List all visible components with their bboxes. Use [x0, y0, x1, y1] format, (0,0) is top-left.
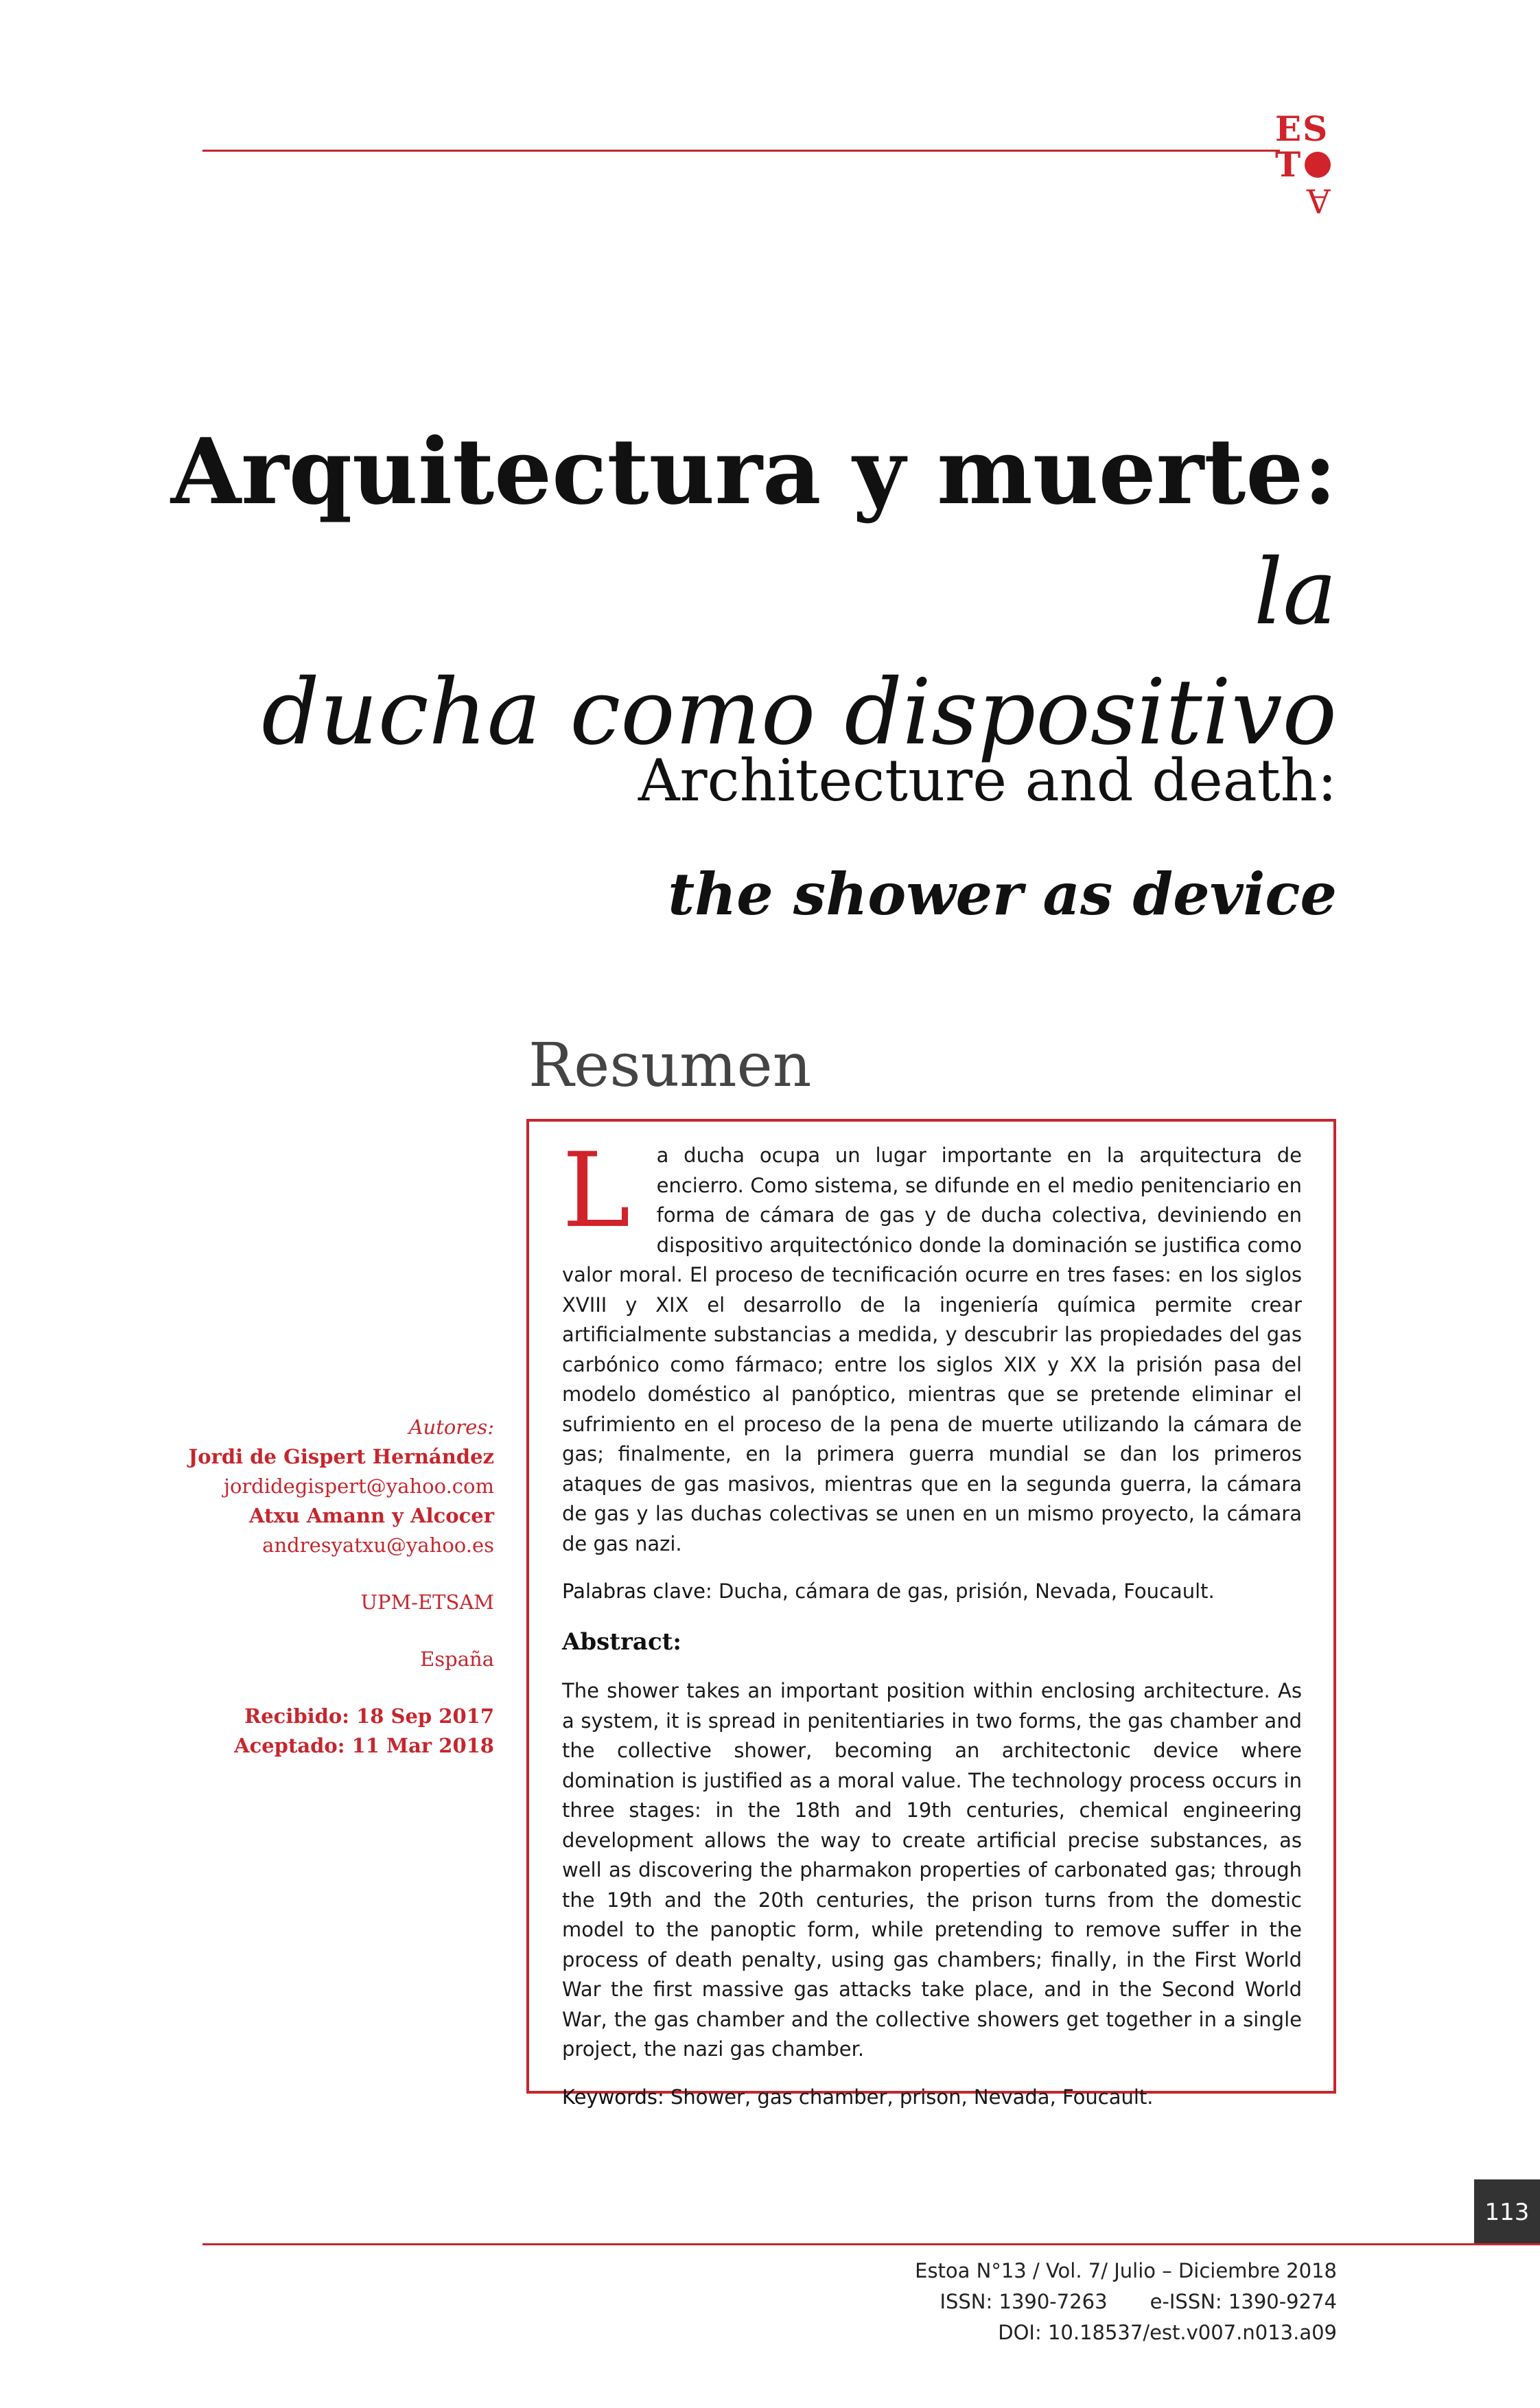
article-subtitle	[307, 724, 1337, 951]
abstract-heading: Abstract:	[562, 1628, 681, 1656]
subtitle-line-2: the shower as device	[668, 860, 1337, 928]
institution: UPM-ETSAM	[360, 1590, 494, 1614]
palabras-clave	[562, 1577, 1302, 1607]
page-number: 113	[1474, 2179, 1540, 2245]
journal-logo	[1275, 108, 1337, 220]
keywords-text: Shower, gas chamber, prison, Nevada, Foucault.	[670, 2085, 1154, 2109]
logo-line-3	[1275, 183, 1337, 218]
resumen-paragraph	[562, 1131, 1302, 1559]
palabras-clave-label: Palabras clave:	[562, 1579, 712, 1603]
accepted-date: Aceptado: 11 Mar 2018	[234, 1734, 494, 1757]
abstract-text: The shower takes an important position within enclosing architecture. As a system, it is spread in penitentiaries in two forms, the gas chamber and the collective shower, becoming an architectonic device where domination is justified as a moral value. The technology process occurs in three stages: in the 18th and 19th centuries, chemical engineering development allows the way to create artificial precise substances, as well as discovering the pharmakon properties of carbonated gas; through the 19th and the 20th centuries, the prison turns from the domestic model to the panoptic form, while pretending to remove suffer in the process of death penalty, using gas chambers; finally, in the First World War the first massive gas attacks take place, and in the Second World War, the gas chamber and the collective showers get together in a single project, the nazi gas chamber.	[562, 1679, 1302, 2061]
drop-cap: L	[562, 1131, 631, 1251]
author-1-name: Jordi de Gispert Hernández	[188, 1445, 494, 1468]
spacer	[165, 1617, 494, 1645]
author-2-name: Atxu Amann y Alcocer	[249, 1504, 494, 1527]
logo-dot-icon	[1305, 152, 1331, 178]
footer-journal: Estoa N°13 / Vol. 7/ Julio – Diciembre 2018	[915, 2259, 1337, 2282]
abstract-box	[526, 1119, 1336, 2109]
spacer	[165, 1674, 494, 1702]
logo-line-1: ES	[1275, 108, 1329, 149]
title-italic-part-1: la	[1254, 540, 1337, 645]
keywords-label: Keywords:	[562, 2085, 664, 2109]
keywords	[562, 2083, 1302, 2113]
author-1-email[interactable]: jordidegispert@yahoo.com	[223, 1474, 494, 1498]
footer-eissn: e-ISSN: 1390-9274	[1150, 2290, 1337, 2313]
country: España	[420, 1647, 494, 1671]
top-rule	[202, 150, 1280, 152]
logo-caret: A	[1305, 181, 1331, 220]
footer	[513, 2256, 1337, 2348]
footer-issn: ISSN: 1390-7263	[940, 2290, 1108, 2313]
spacer	[165, 1560, 494, 1588]
title-italic-part-2: ducha como dispositivo	[261, 660, 1337, 765]
bottom-rule	[202, 2243, 1540, 2245]
resumen-text: a ducha ocupa un lugar importante en la arquitectura de encierro. Como sistema, se difunde en el medio penitenciario en forma de cámara de gas y de ducha colectiva, deviniendo en dispositivo arquitectónico donde la dominación se justifica como valor moral. El proceso de tecnificación ocurre en tres fases: en los siglos XVIII y XIX el desarrollo de la ingeniería química permite crear artificialmente substancias a medida, y descubrir las propiedades del gas carbónico como fármaco; entre los siglos XIX y XX la prisión pasa del modelo doméstico al panóptico, mientras que se pretende eliminar el sufrimiento en el proceso de la pena de muerte utilizando la cámara de gas; finalmente, en la primera guerra mundial se dan los primeros ataques de gas masivos, mientras que en la segunda guerra, la cámara de gas y las duchas colectivas se unen en un mismo proyecto, la cámara de gas nazi.	[562, 1144, 1302, 1555]
logo-line-2	[1275, 144, 1337, 185]
authors-label: Autores:	[408, 1415, 494, 1439]
author-2-email[interactable]: andresyatxu@yahoo.es	[262, 1533, 494, 1557]
article-title	[170, 412, 1337, 773]
authors-block	[165, 1413, 494, 1761]
subtitle-line-1: Architecture and death:	[638, 747, 1337, 814]
palabras-clave-text: Ducha, cámara de gas, prisión, Nevada, Foucault.	[718, 1579, 1215, 1603]
logo-letter: T	[1275, 144, 1303, 185]
footer-issn-line	[513, 2287, 1337, 2317]
resumen-heading: Resumen	[528, 1030, 812, 1100]
title-bold-part: Arquitectura y muerte:	[170, 419, 1337, 525]
footer-doi[interactable]: DOI: 10.18537/est.v007.n013.a09	[998, 2321, 1337, 2344]
received-date: Recibido: 18 Sep 2017	[244, 1704, 494, 1728]
